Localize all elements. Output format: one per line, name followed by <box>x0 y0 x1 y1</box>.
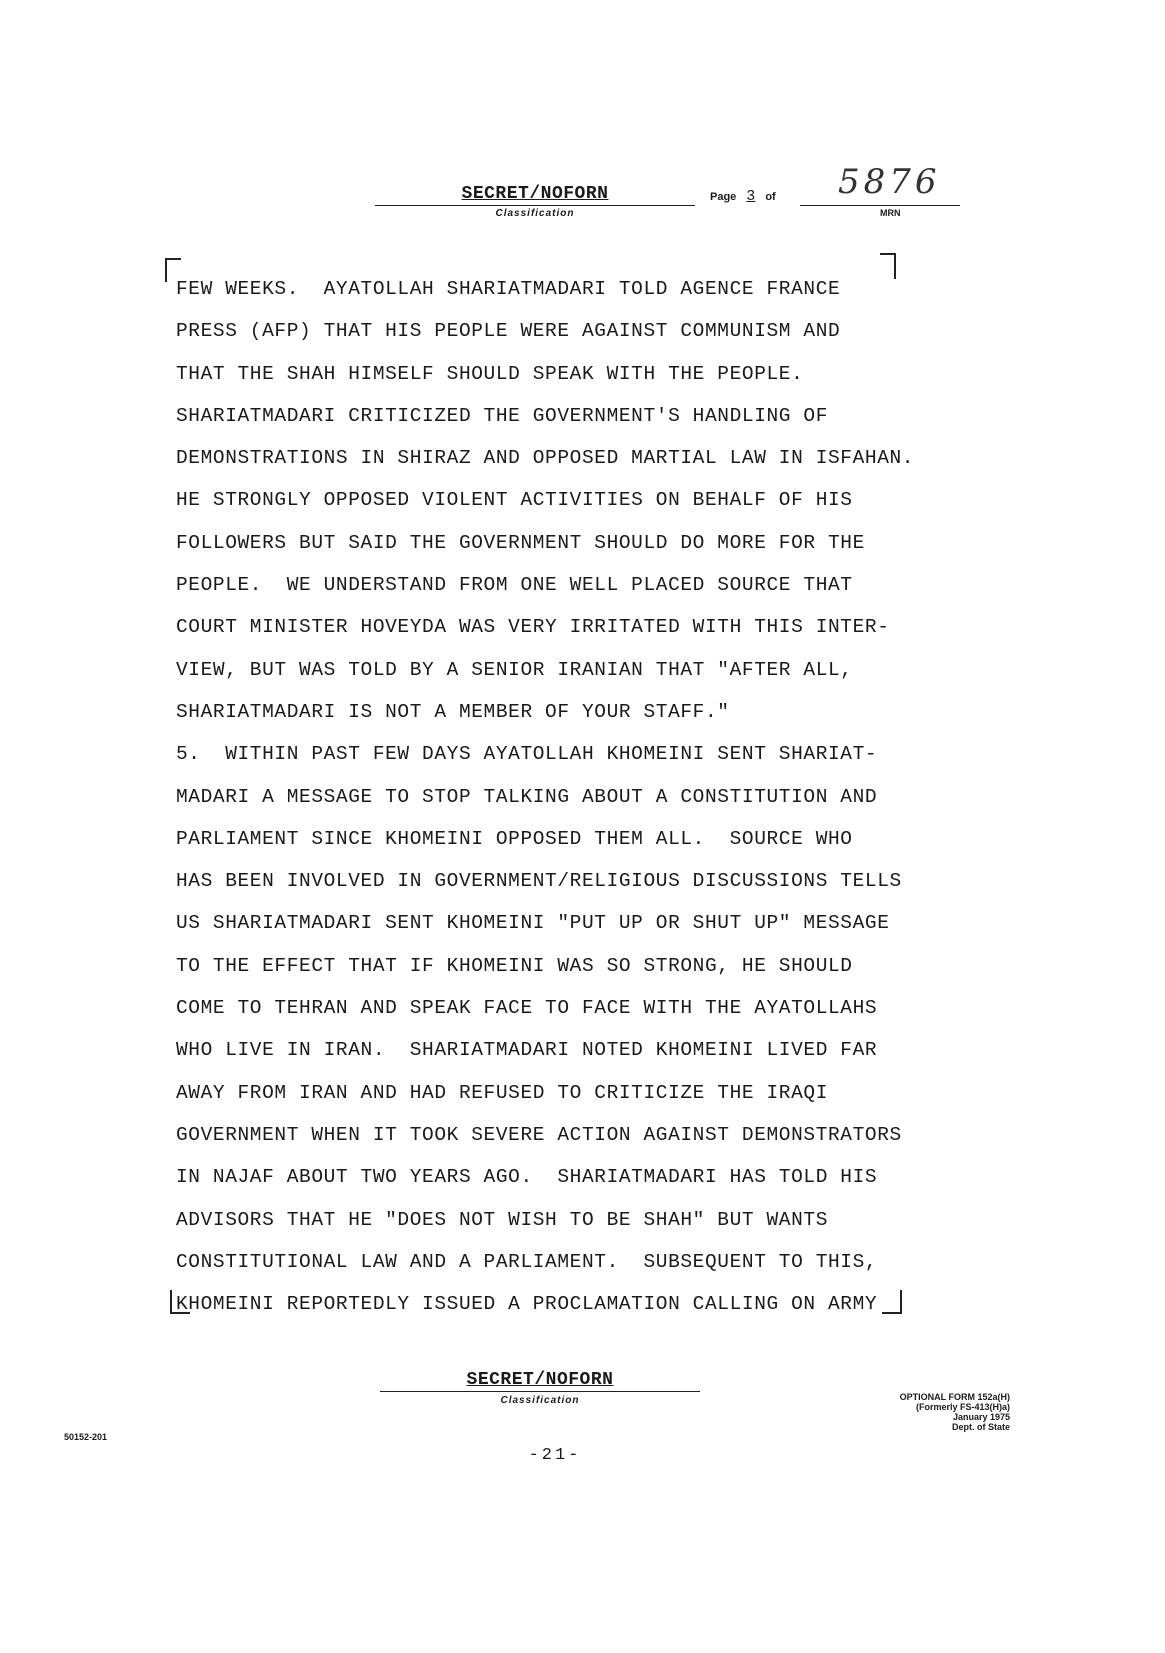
body-line: KHOMEINI REPORTEDLY ISSUED A PROCLAMATION CALLING ON ARMY <box>176 1293 878 1316</box>
header-rule <box>375 205 695 206</box>
header-classification-label: Classification <box>495 208 575 219</box>
of-label: of <box>765 191 776 203</box>
body-line: AWAY FROM IRAN AND HAD REFUSED TO CRITICIZE THE IRAQI <box>176 1081 829 1104</box>
body-line: DEMONSTRATIONS IN SHIRAZ AND OPPOSED MARTIAL LAW IN ISFAHAN. <box>176 447 915 470</box>
body-line: PEOPLE. WE UNDERSTAND FROM ONE WELL PLACED SOURCE THAT <box>176 574 853 597</box>
footer-classification-label: Classification <box>500 1395 580 1406</box>
body-line: US SHARIATMADARI SENT KHOMEINI "PUT UP OR SHUT UP" MESSAGE <box>176 912 890 935</box>
body-line: MADARI A MESSAGE TO STOP TALKING ABOUT A CONSTITUTION AND <box>176 785 878 808</box>
form-id-line: OPTIONAL FORM 152a(H) <box>899 1392 1010 1402</box>
body-line: PARLIAMENT SINCE KHOMEINI OPPOSED THEM ALL. SOURCE WHO <box>176 827 853 850</box>
body-line: SHARIATMADARI IS NOT A MEMBER OF YOUR STAFF." <box>176 700 730 723</box>
body-line: FOLLOWERS BUT SAID THE GOVERNMENT SHOULD DO MORE FOR THE <box>176 531 865 554</box>
body-line: HE STRONGLY OPPOSED VIOLENT ACTIVITIES ON BEHALF OF HIS <box>176 489 853 512</box>
stock-number: 50152-201 <box>64 1432 108 1442</box>
footer-classification: SECRET/NOFORN <box>466 1370 614 1390</box>
body-line: THAT THE SHAH HIMSELF SHOULD SPEAK WITH THE PEOPLE. <box>176 362 804 385</box>
body-line: COURT MINISTER HOVEYDA WAS VERY IRRITATED WITH THIS INTER- <box>176 616 890 639</box>
body-line: VIEW, BUT WAS TOLD BY A SENIOR IRANIAN THAT "AFTER ALL, <box>176 658 853 681</box>
body-line: COME TO TEHRAN AND SPEAK FACE TO FACE WITH THE AYATOLLAHS <box>176 997 878 1020</box>
page-reference <box>710 188 776 205</box>
body-line: WHO LIVE IN IRAN. SHARIATMADARI NOTED KHOMEINI LIVED FAR <box>176 1039 878 1062</box>
page-label: Page <box>710 191 737 203</box>
body-line: SHARIATMADARI CRITICIZED THE GOVERNMENT'S HANDLING OF <box>176 404 829 427</box>
page-total-rule <box>800 205 960 206</box>
handwritten-note: 5876 <box>838 162 941 202</box>
body-line: HAS BEEN INVOLVED IN GOVERNMENT/RELIGIOUS DISCUSSIONS TELLS <box>176 870 902 893</box>
form-identifier <box>830 1392 1010 1432</box>
document-page-number: -21- <box>528 1446 582 1465</box>
form-id-line: January 1975 <box>952 1412 1010 1422</box>
form-id-line: (Formerly FS-413(H)a) <box>915 1402 1010 1412</box>
body-line: PRESS (AFP) THAT HIS PEOPLE WERE AGAINST COMMUNISM AND <box>176 320 841 343</box>
body-line: 5. WITHIN PAST FEW DAYS AYATOLLAH KHOMEINI SENT SHARIAT- <box>176 743 878 766</box>
footer-rule <box>380 1391 700 1392</box>
body-line: TO THE EFFECT THAT IF KHOMEINI WAS SO STRONG, HE SHOULD <box>176 954 853 977</box>
body-line: GOVERNMENT WHEN IT TOOK SEVERE ACTION AGAINST DEMONSTRATORS <box>176 1123 902 1146</box>
body-line: ADVISORS THAT HE "DOES NOT WISH TO BE SHAH" BUT WANTS <box>176 1208 829 1231</box>
body-line: CONSTITUTIONAL LAW AND A PARLIAMENT. SUBSEQUENT TO THIS, <box>176 1250 878 1273</box>
page-number: 3 <box>746 188 756 205</box>
header-classification: SECRET/NOFORN <box>461 184 609 204</box>
body-line: FEW WEEKS. AYATOLLAH SHARIATMADARI TOLD AGENCE FRANCE <box>176 278 841 300</box>
mrn-label: MRN <box>880 208 901 218</box>
body-text <box>176 268 956 1325</box>
body-line: IN NAJAF ABOUT TWO YEARS AGO. SHARIATMADARI HAS TOLD HIS <box>176 1166 878 1189</box>
form-id-line: Dept. of State <box>951 1422 1010 1432</box>
